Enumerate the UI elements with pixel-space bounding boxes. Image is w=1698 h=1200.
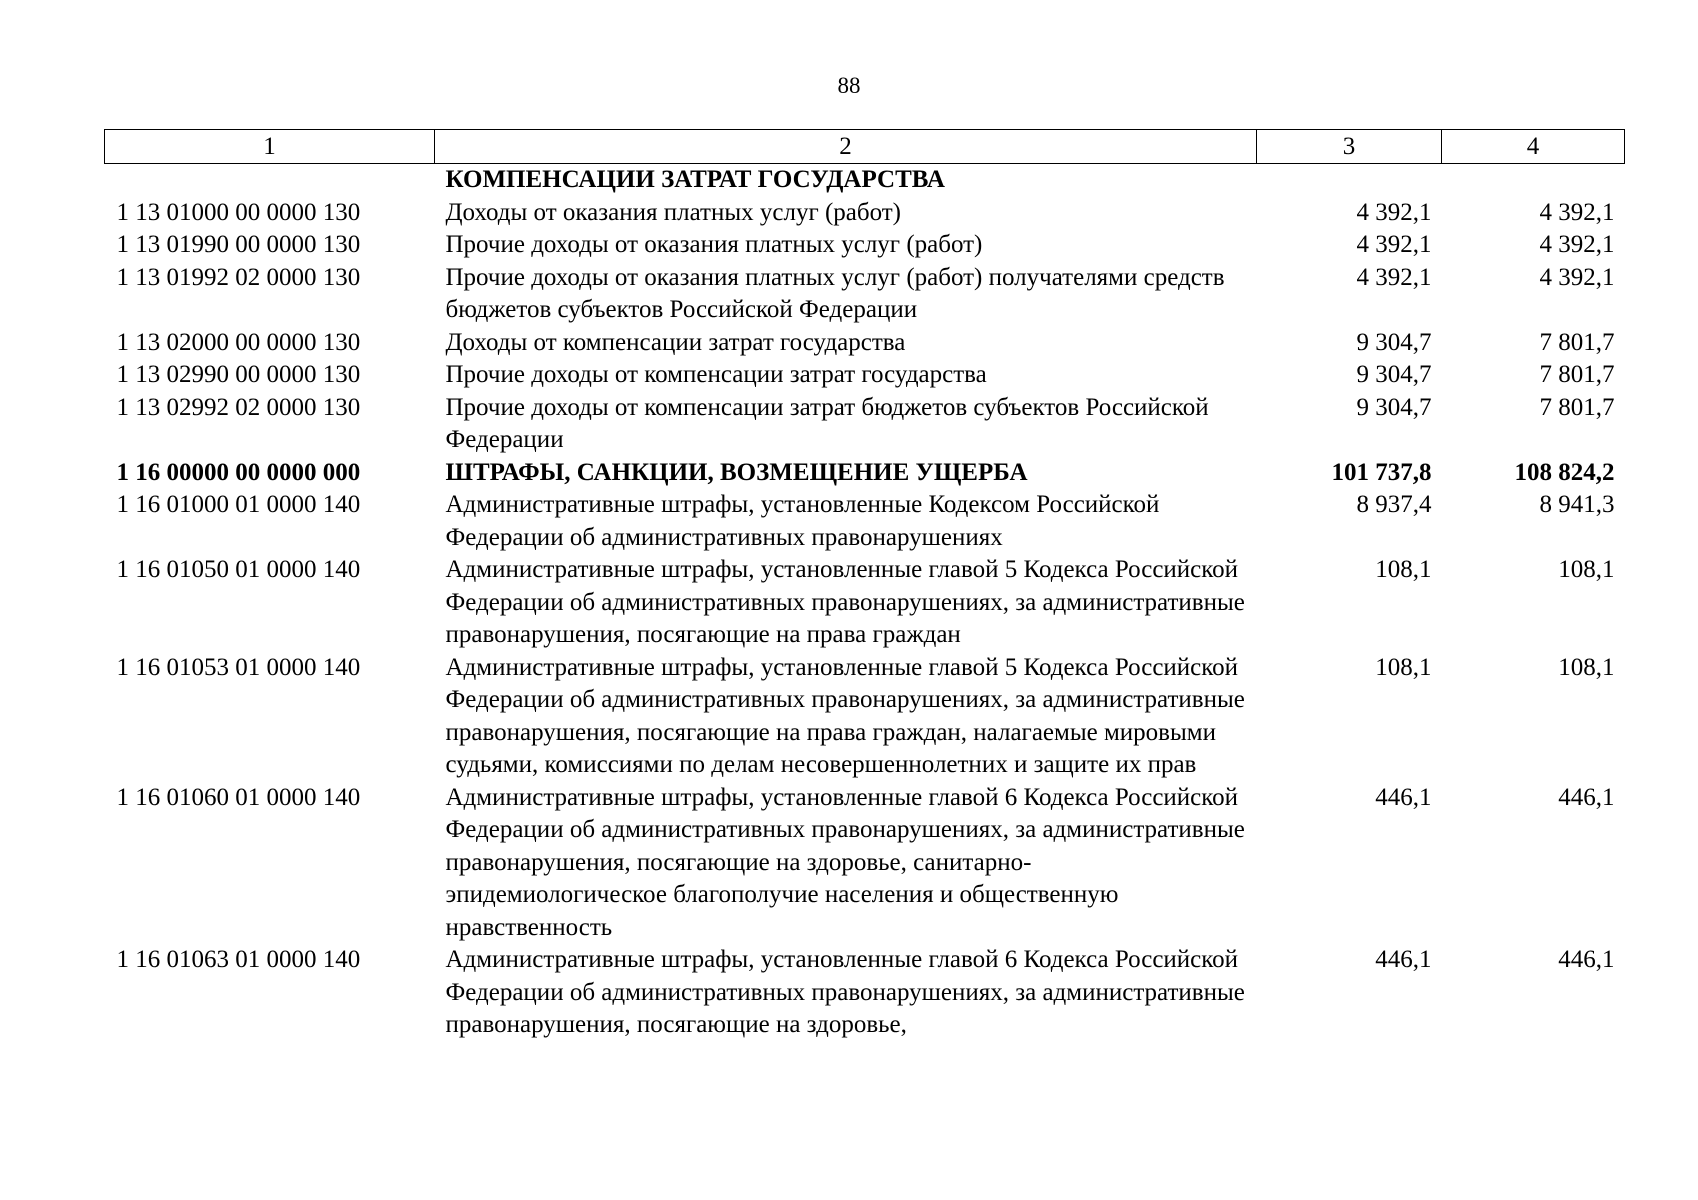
column-number-4: 4 (1442, 130, 1625, 164)
budget-code-cell: 1 13 02992 02 0000 130 (116, 393, 361, 421)
amount-col4-cell: 8 941,3 (1539, 491, 1615, 518)
budget-code-cell: 1 16 00000 00 0000 000 (116, 458, 361, 486)
column-number-3: 3 (1257, 130, 1442, 164)
table-row (105, 782, 1625, 945)
amount-col4-cell (1442, 164, 1625, 197)
amount-col3-cell: 4 392,1 (1356, 231, 1432, 258)
revenue-name-cell: Доходы от оказания платных услуг (работ) (445, 198, 902, 226)
table-row (105, 197, 1625, 230)
budget-code-cell: 1 13 01992 02 0000 130 (116, 263, 361, 291)
table-row (105, 652, 1625, 782)
amount-col4-cell: 7 801,7 (1539, 328, 1615, 356)
amount-col3-cell (1257, 164, 1442, 197)
amount-col3-cell: 9 304,7 (1356, 328, 1432, 356)
table-header (105, 130, 1625, 164)
amount-col4-cell: 4 392,1 (1539, 198, 1615, 226)
budget-code-cell: 1 13 02000 00 0000 130 (116, 328, 361, 356)
revenue-name-cell: Прочие доходы от оказания платных услуг (работ) (445, 231, 983, 258)
table-row (105, 489, 1625, 554)
budget-code-cell: 1 13 01990 00 0000 130 (116, 231, 361, 258)
table-row (105, 554, 1625, 652)
amount-col4-cell: 108,1 (1558, 556, 1615, 583)
revenue-name-cell: Прочие доходы от компенсации затрат бюджетов субъектов Российской Федерации (445, 393, 1209, 453)
amount-col4-cell: 446,1 (1558, 783, 1615, 811)
revenue-name-cell: Административные штрафы, установленные главой 6 Кодекса Российской Федерации об административных правонарушениях, за административные правонарушения, посягающие на здоровье, санитарно-эпидемиологическое благополучие населения и общественную нравственность (445, 783, 1245, 941)
amount-col3-cell: 4 392,1 (1356, 198, 1432, 226)
budget-code-cell: 1 13 01000 00 0000 130 (116, 198, 361, 226)
amount-col3-cell: 8 937,4 (1356, 491, 1432, 518)
amount-col3-cell: 9 304,7 (1356, 361, 1432, 388)
amount-col4-cell: 4 392,1 (1539, 231, 1615, 258)
revenue-name-cell: КОМПЕНСАЦИИ ЗАТРАТ ГОСУДАРСТВА (445, 166, 945, 193)
column-number-row (105, 130, 1625, 164)
budget-code-cell: 1 16 01063 01 0000 140 (116, 946, 361, 973)
amount-col4-cell: 7 801,7 (1539, 361, 1615, 388)
revenue-name-cell: Прочие доходы от оказания платных услуг (работ) получателями средств бюджетов субъектов Российской Федерации (445, 263, 1225, 323)
revenue-name-cell: ШТРАФЫ, САНКЦИИ, ВОЗМЕЩЕНИЕ УЩЕРБА (445, 458, 1028, 486)
table-row (105, 392, 1625, 457)
table-body (105, 164, 1625, 1042)
amount-col3-cell: 108,1 (1375, 556, 1432, 583)
table-row (105, 164, 1625, 197)
table-row (105, 262, 1625, 327)
column-number-1: 1 (105, 130, 435, 164)
budget-code-cell: 1 16 01060 01 0000 140 (116, 783, 361, 811)
revenue-name-cell: Административные штрафы, установленные главой 6 Кодекса Российской Федерации об административных правонарушениях, за административные правонарушения, посягающие на здоровье, (445, 946, 1245, 1038)
amount-col3-cell: 4 392,1 (1356, 263, 1432, 291)
page-number: 88 (837, 73, 861, 98)
budget-revenue-table (104, 129, 1625, 1042)
column-number-2: 2 (435, 130, 1257, 164)
amount-col4-cell: 7 801,7 (1539, 393, 1615, 421)
revenue-name-cell: Административные штрафы, установленные главой 5 Кодекса Российской Федерации об административных правонарушениях, за административные правонарушения, посягающие на права граждан, налагаемые мировыми судьями, комиссиями по делам несовершеннолетних и защите их прав (445, 653, 1245, 778)
table-row (105, 359, 1625, 392)
revenue-name-cell: Доходы от компенсации затрат государства (445, 328, 906, 356)
amount-col4-cell: 108,1 (1558, 653, 1615, 681)
table-row (105, 457, 1625, 490)
revenue-name-cell: Административные штрафы, установленные главой 5 Кодекса Российской Федерации об административных правонарушениях, за административные правонарушения, посягающие на права граждан (445, 556, 1245, 648)
budget-code-cell: 1 16 01000 01 0000 140 (116, 491, 361, 518)
amount-col3-cell: 101 737,8 (1331, 458, 1432, 486)
budget-code-cell: 1 13 02990 00 0000 130 (116, 361, 361, 388)
budget-code-cell: 1 16 01053 01 0000 140 (116, 653, 361, 681)
amount-col3-cell: 108,1 (1375, 653, 1432, 681)
amount-col4-cell: 446,1 (1558, 946, 1615, 973)
amount-col4-cell: 4 392,1 (1539, 263, 1615, 291)
amount-col3-cell: 9 304,7 (1356, 393, 1432, 421)
table-row (105, 229, 1625, 262)
budget-code-cell (105, 164, 435, 197)
revenue-name-cell: Административные штрафы, установленные Кодексом Российской Федерации об административных правонарушениях (445, 491, 1160, 551)
amount-col3-cell: 446,1 (1375, 946, 1432, 973)
revenue-name-cell: Прочие доходы от компенсации затрат государства (445, 361, 987, 388)
table-row (105, 944, 1625, 1042)
table-row (105, 327, 1625, 360)
budget-code-cell: 1 16 01050 01 0000 140 (116, 556, 361, 583)
amount-col3-cell: 446,1 (1375, 783, 1432, 811)
amount-col4-cell: 108 824,2 (1514, 458, 1615, 486)
